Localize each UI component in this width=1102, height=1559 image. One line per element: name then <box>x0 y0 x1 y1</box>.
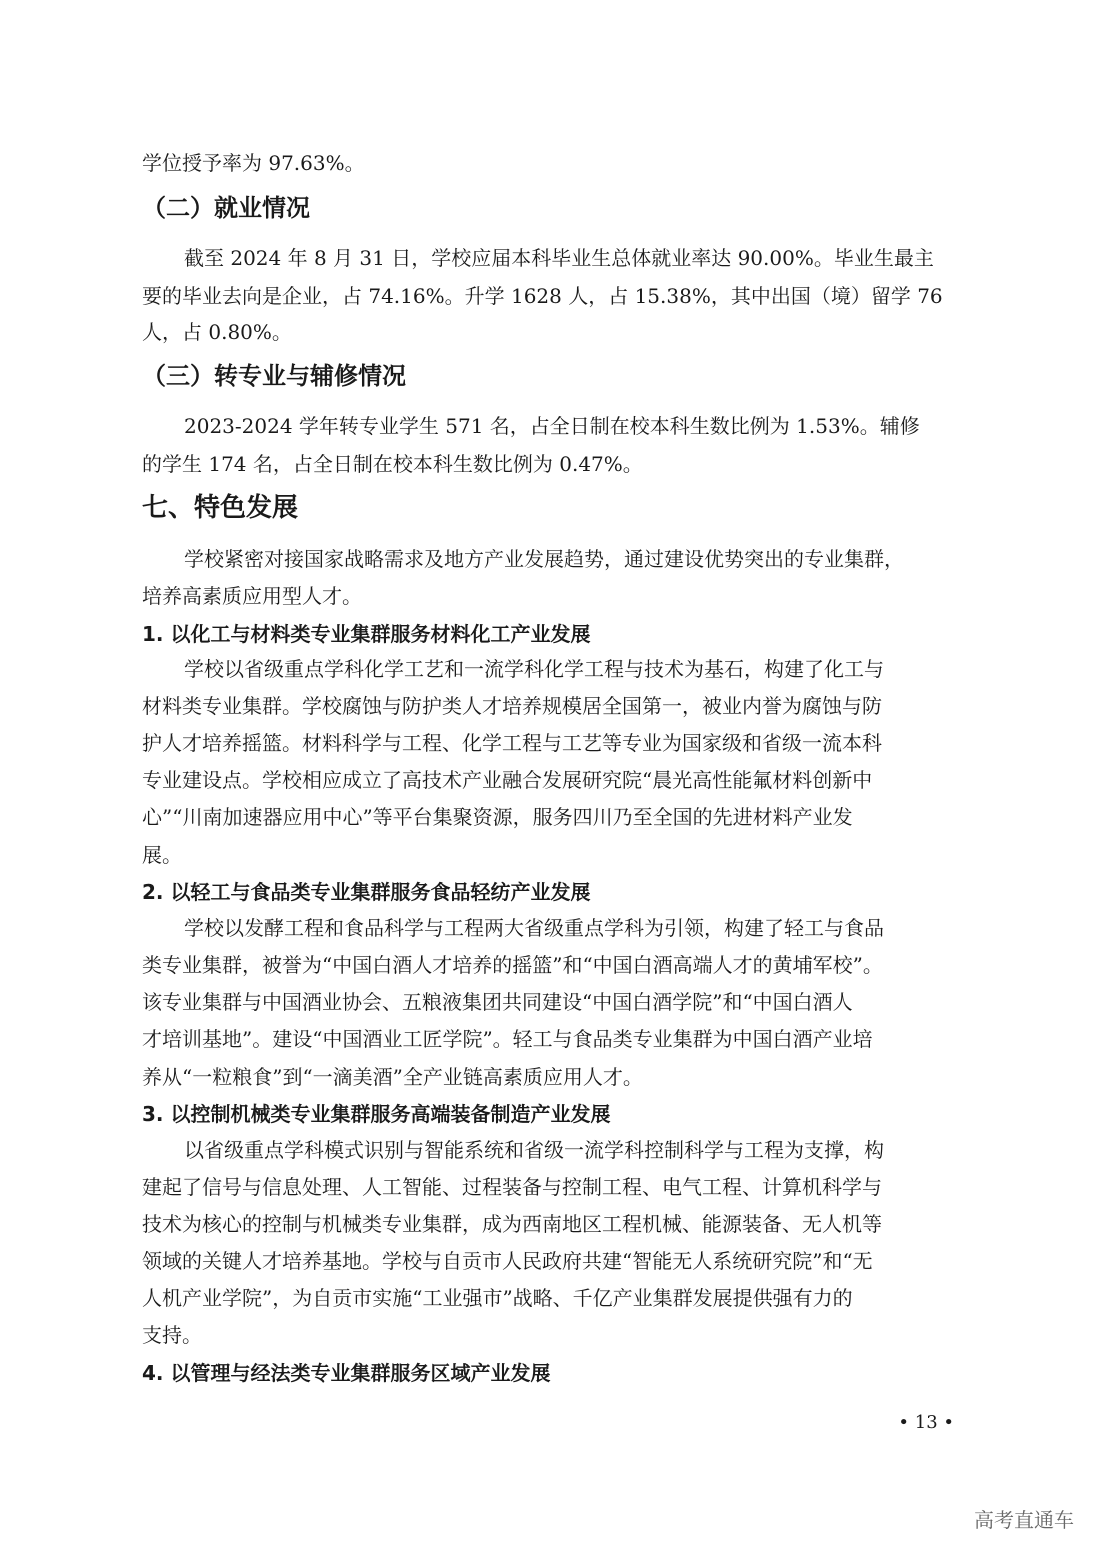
paragraph-line: 才培训基地”。建设“中国酒业工匠学院”。轻工与食品类专业集群为中国白酒产业培 <box>142 1027 873 1051</box>
paragraph-line: 展。 <box>142 843 182 867</box>
paragraph-line: 类专业集群，被誉为“中国白酒人才培养的摇篮”和“中国白酒高端人才的黄埔军校”。 <box>142 953 883 977</box>
watermark-text: 高考直通车 <box>974 1508 1074 1532</box>
heading-item-2: 2. 以轻工与食品类专业集群服务食品轻纺产业发展 <box>142 880 591 904</box>
heading-item-3: 3. 以控制机械类专业集群服务高端装备制造产业发展 <box>142 1102 611 1126</box>
heading-employment: （二）就业情况 <box>142 194 310 222</box>
paragraph-line: 2023-2024 学年转专业学生 571 名，占全日制在校本科生数比例为 1.53%。辅修 <box>184 414 920 438</box>
paragraph-line: 专业建设点。学校相应成立了高技术产业融合发展研究院“晨光高性能氟材料创新中 <box>142 768 873 792</box>
paragraph-line: 截至 2024 年 8 月 31 日，学校应届本科毕业生总体就业率达 90.00%。毕业生最主 <box>184 246 934 270</box>
paragraph-line: 要的毕业去向是企业，占 74.16%。升学 1628 人，占 15.38%，其中出国（境）留学 76 <box>142 284 943 308</box>
paragraph-line: 该专业集群与中国酒业协会、五粮液集团共同建设“中国白酒学院”和“中国白酒人 <box>142 990 853 1014</box>
paragraph-line: 心”“川南加速器应用中心”等平台集聚资源，服务四川乃至全国的先进材料产业发 <box>142 805 853 829</box>
paragraph-line: 材料类专业集群。学校腐蚀与防护类人才培养规模居全国第一，被业内誉为腐蚀与防 <box>142 694 882 718</box>
paragraph-line: 护人才培养摇篮。材料科学与工程、化学工程与工艺等专业为国家级和省级一流本科 <box>142 731 882 755</box>
paragraph-line: 学校以省级重点学科化学工艺和一流学科化学工程与技术为基石，构建了化工与 <box>184 657 884 681</box>
paragraph-line: 人，占 0.80%。 <box>142 320 292 344</box>
paragraph-line: 支持。 <box>142 1323 202 1347</box>
page-number: • 13 • <box>898 1412 954 1433</box>
paragraph-line: 学位授予率为 97.63%。 <box>142 151 365 175</box>
paragraph-line: 的学生 174 名，占全日制在校本科生数比例为 0.47%。 <box>142 452 643 476</box>
heading-transfer: （三）转专业与辅修情况 <box>142 362 406 390</box>
paragraph-line: 技术为核心的控制与机械类专业集群，成为西南地区工程机械、能源装备、无人机等 <box>142 1212 882 1236</box>
heading-item-1: 1. 以化工与材料类专业集群服务材料化工产业发展 <box>142 622 591 646</box>
paragraph-line: 学校以发酵工程和食品科学与工程两大省级重点学科为引领，构建了轻工与食品 <box>184 916 884 940</box>
heading-section-7: 七、特色发展 <box>142 493 299 523</box>
paragraph-line: 人机产业学院”，为自贡市实施“工业强市”战略、千亿产业集群发展提供强有力的 <box>142 1286 853 1310</box>
paragraph-line: 领域的关键人才培养基地。学校与自贡市人民政府共建“智能无人系统研究院”和“无 <box>142 1249 873 1273</box>
heading-item-4: 4. 以管理与经法类专业集群服务区域产业发展 <box>142 1361 551 1385</box>
paragraph-line: 养从“一粒粮食”到“一滴美酒”全产业链高素质应用人才。 <box>142 1065 643 1089</box>
paragraph-line: 建起了信号与信息处理、人工智能、过程装备与控制工程、电气工程、计算机科学与 <box>142 1175 882 1199</box>
paragraph-line: 以省级重点学科模式识别与智能系统和省级一流学科控制科学与工程为支撑，构 <box>184 1138 884 1162</box>
paragraph-line: 培养高素质应用型人才。 <box>142 584 362 608</box>
paragraph-line: 学校紧密对接国家战略需求及地方产业发展趋势，通过建设优势突出的专业集群， <box>184 547 904 571</box>
